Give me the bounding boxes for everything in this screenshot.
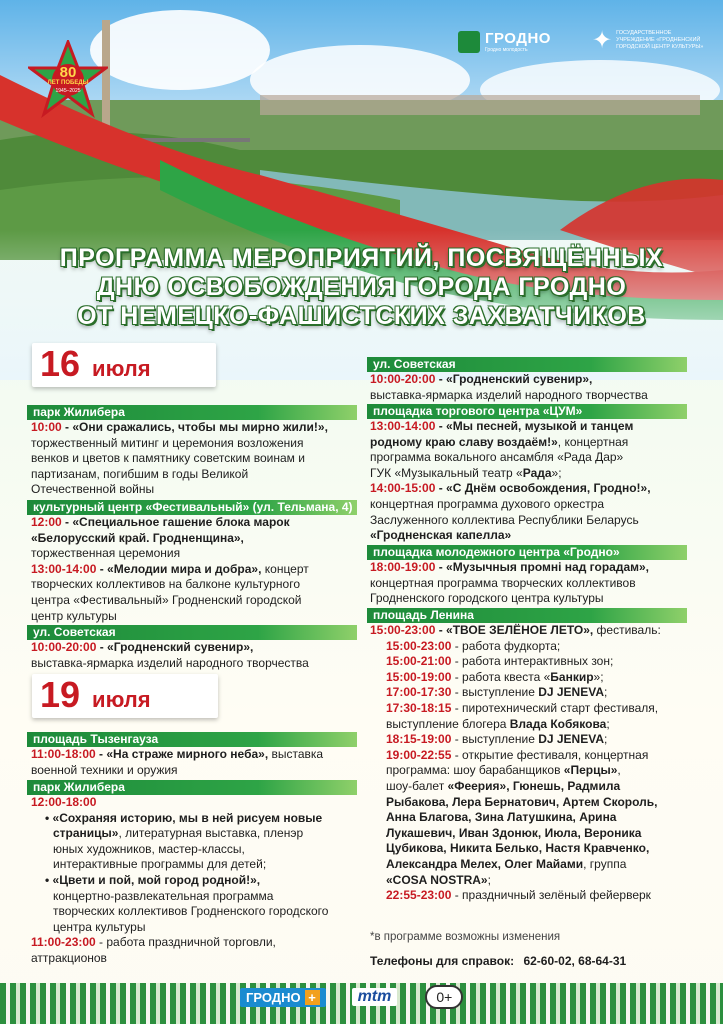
event-desc: Гродненского городского центра культуры	[370, 591, 604, 606]
time-label: 11:00-23:00	[31, 935, 96, 950]
event-desc: аттракционов	[31, 950, 107, 965]
event-desc: - праздничный зелёный фейерверк	[451, 888, 651, 903]
grodno-logo	[458, 30, 551, 53]
venue-youth-center: площадка молодежного центра «Гродно»	[367, 545, 687, 560]
event-desc: шоу-балет	[386, 778, 448, 793]
culture-center-logo	[592, 27, 708, 54]
event-desc: - выступление	[451, 732, 539, 747]
event-desc: - работа фудкорта;	[451, 638, 561, 653]
title-line-3: ОТ НЕМЕЦКО-ФАШИСТСКИХ ЗАХВАТЧИКОВ	[77, 302, 646, 330]
event-title: «Феерия», Гюнешь, Радмила	[447, 778, 621, 793]
event-desc: Заслуженного коллектива Республики Беларусь	[370, 512, 639, 527]
event-desc: творческих коллективов на балконе культурного	[31, 577, 301, 592]
performer-list: Анна Благова, Зина Латушкина, Арина	[386, 810, 617, 825]
plus-icon: +	[305, 990, 320, 1005]
event-desc: ;	[487, 872, 491, 887]
event-title: - «Специальное гашение блока марок	[61, 515, 290, 529]
event-title: «Перцы»	[563, 763, 618, 778]
event-title: - «Они сражались, чтобы мы мирно жили!»,	[61, 420, 328, 434]
event-title: родному краю славу воздаём!»	[370, 434, 558, 449]
badge-text: ЛЕТ ПОБЕДЫ	[47, 80, 89, 86]
event-block-tyzenhauz	[31, 747, 323, 778]
event-title: - «Гродненский сувенир»,	[96, 640, 254, 654]
time-label: 14:00-15:00	[370, 481, 436, 496]
event-desc: центра «Фестивальный» Гродненский городской	[31, 592, 302, 607]
event-title: - «ТВОЕ ЗЕЛЁНОЕ ЛЕТО»,	[435, 623, 594, 637]
date-16-july	[32, 343, 216, 387]
performer-list: «COSA NOSTRA»	[386, 872, 488, 887]
event-block-youth	[370, 560, 649, 607]
event-title: DJ JENEVA	[538, 732, 605, 747]
time-label: 15:00-23:00	[386, 638, 452, 653]
event-desc: , концертная	[557, 434, 629, 449]
event-desc: венков и цветов к памятнику советским воинам и	[31, 451, 305, 466]
time-label: 18:15-19:00	[386, 732, 452, 747]
event-block-sovetskaya-left	[31, 640, 309, 671]
event-desc: военной техники и оружия	[31, 762, 178, 777]
event-desc: , литературная выставка, пленэр	[118, 826, 304, 841]
culture-center-text: ГОСУДАРСТВЕННОЕ УЧРЕЖДЕНИЕ «ГРОДНЕНСКИЙ ГОРОДСКОЙ ЦЕНТР КУЛЬТУРЫ»	[616, 30, 704, 50]
time-label: 10:00	[31, 420, 62, 434]
phones-line	[370, 954, 626, 970]
event-desc: - работа интерактивных зон;	[451, 654, 614, 669]
event-desc: выступление блогера	[386, 716, 510, 731]
time-label: 15:00-19:00	[386, 669, 452, 684]
badge-years: 80	[59, 64, 77, 81]
event-title: - «Музычныя промні над горадам»,	[435, 560, 650, 574]
event-desc: - работа праздничной торговли,	[95, 935, 276, 950]
event-desc: - выступление	[451, 685, 539, 700]
time-label: 22:55-23:00	[386, 888, 452, 903]
time-label: 12:00-18:00	[31, 795, 97, 809]
time-label: 12:00	[31, 515, 62, 529]
event-title: Влада Кобякова	[509, 716, 607, 731]
victory-80-badge	[28, 40, 108, 118]
time-label: 18:00-19:00	[370, 560, 436, 574]
badge-dates: 1945–2025	[55, 88, 81, 94]
event-title: - «Мелодии мира и добра»,	[96, 561, 262, 576]
venue-sovetskaya-right: ул. Советская	[367, 357, 687, 372]
event-block-lenin	[370, 623, 661, 904]
date-16-number: 16	[40, 343, 81, 384]
event-desc: ;	[604, 685, 608, 700]
performer-list: Рыбакова, Лера Бернатович, Артем Скороль,	[386, 794, 658, 809]
time-label: 10:00-20:00	[31, 640, 97, 654]
time-label: 17:00-17:30	[386, 685, 452, 700]
footer-grodno-logo	[240, 988, 326, 1007]
event-title: «Белорусский край. Гродненщина»,	[31, 530, 244, 545]
date-19-month: июля	[92, 687, 151, 712]
phones-label: Телефоны для справок:	[370, 954, 515, 968]
event-desc: фестиваль:	[593, 623, 661, 637]
time-label: 13:00-14:00	[31, 561, 97, 576]
time-label: 13:00-14:00	[370, 419, 436, 433]
deer-icon: ✦	[592, 27, 613, 54]
event-desc: ,	[617, 763, 621, 778]
event-title: страницы»	[53, 826, 119, 841]
event-desc: »;	[593, 669, 604, 684]
event-block-sovetskaya-right	[370, 372, 648, 403]
event-desc: концерт	[261, 561, 309, 576]
event-desc: творческих коллективов Гродненского городского	[53, 904, 329, 919]
time-label: 19:00-22:55	[386, 747, 452, 762]
event-title: - «Мы песней, музыкой и танцем	[435, 419, 634, 433]
event-title: DJ JENEVA	[538, 685, 605, 700]
phones-numbers: 62-60-02, 68-64-31	[523, 954, 627, 968]
performer-list: Александра Мелех, Олег Майами	[386, 856, 584, 871]
event-desc: интерактивные программы для детей;	[53, 857, 267, 872]
event-title: - «Гродненский сувенир»,	[435, 372, 593, 386]
schedule-change-note: *в программе возможны изменения	[370, 931, 561, 943]
event-desc: центр культуры	[31, 608, 117, 623]
venue-tyzenhauz-square: площадь Тызенгауза	[27, 732, 357, 747]
event-desc: »;	[551, 465, 562, 480]
event-desc: ГУК «Музыкальный театр «	[370, 465, 523, 480]
time-label: 17:30-18:15	[386, 700, 452, 715]
event-desc: - пиротехнический старт фестиваля,	[451, 700, 659, 715]
time-label: 15:00-21:00	[386, 654, 452, 669]
event-title: «Гродненская капелла»	[370, 528, 512, 543]
event-title: Рада	[522, 465, 552, 480]
time-label: 11:00-18:00	[31, 747, 96, 761]
title-line-2: ДНЮ ОСВОБОЖДЕНИЯ ГОРОДА ГРОДНО	[96, 273, 627, 301]
event-desc: программа вокального ансамбля «Рада Дар»	[370, 450, 624, 465]
performer-list: Лукашевич, Иван Здонюк, Июла, Вероника	[386, 825, 642, 840]
venue-park-zhilibera-2: парк Жилибера	[27, 780, 357, 795]
event-title: - «На страже мирного неба»,	[95, 747, 269, 761]
event-desc: программа: шоу барабанщиков	[386, 763, 564, 778]
event-desc: юных художников, мастер-классы,	[53, 841, 245, 856]
footer-grodno-text: ГРОДНО	[246, 989, 301, 1005]
event-title: Банкир	[550, 669, 594, 684]
event-desc: концертная программа духового оркестра	[370, 496, 605, 511]
event-block-zhilibera-1	[31, 420, 328, 498]
event-block-zhilibera-2	[31, 795, 328, 967]
event-title: • «Цвети и пой, мой город родной!»,	[45, 872, 261, 887]
event-desc: концертная программа творческих коллективов	[370, 575, 636, 590]
grodno-logo-text: ГРОДНО	[485, 30, 551, 47]
venue-park-zhilibera-1: парк Жилибера	[27, 405, 357, 420]
event-desc: выставка-ярмарка изделий народного творчества	[31, 655, 309, 670]
event-desc: концертно-развлекательная программа	[53, 888, 274, 903]
event-block-tsum	[370, 419, 651, 544]
event-desc: партизанам, погибшим в годы Великой	[31, 466, 249, 481]
event-desc: выставка	[268, 747, 324, 761]
event-desc: ;	[606, 716, 610, 731]
event-desc: торжественная церемония	[31, 546, 181, 561]
age-rating-badge: 0+	[425, 985, 463, 1009]
event-desc: Отечественной войны	[31, 482, 155, 497]
performer-list: Цубикова, Никита Белько, Настя Кравченко,	[386, 841, 650, 856]
time-label: 10:00-20:00	[370, 372, 436, 386]
event-desc: выставка-ярмарка изделий народного творчества	[370, 387, 648, 402]
event-desc: торжественный митинг и церемония возложения	[31, 435, 304, 450]
grodno-logo-sub: Гродно молодость	[485, 47, 528, 53]
event-title: - «С Днём освобождения, Гродно!»,	[435, 481, 651, 496]
event-desc: - открытие фестиваля, концертная	[451, 747, 649, 762]
date-16-month: июля	[92, 356, 151, 381]
event-block-festival	[31, 515, 309, 624]
venue-festival-center: культурный центр «Фестивальный» (ул. Тельмана, 4)	[27, 500, 357, 515]
venue-sovetskaya-left: ул. Советская	[27, 625, 357, 640]
venue-lenin-square: площадь Ленина	[367, 608, 687, 623]
date-19-july	[32, 674, 218, 718]
event-desc: ;	[604, 732, 608, 747]
title-line-1: ПРОГРАММА МЕРОПРИЯТИЙ, ПОСВЯЩЁННЫХ	[59, 244, 664, 272]
event-desc: - работа квеста «	[451, 669, 551, 684]
footer-logos	[240, 985, 463, 1009]
footer-mtm-logo: mtm	[352, 988, 398, 1006]
venue-tsum: площадка торгового центра «ЦУМ»	[367, 404, 687, 419]
grodno-logo-icon	[458, 31, 480, 53]
event-desc: центра культуры	[53, 919, 146, 934]
time-label: 15:00-23:00	[370, 623, 436, 637]
date-19-number: 19	[40, 674, 81, 715]
event-title: • «Сохраняя историю, мы в ней рисуем новые	[45, 810, 323, 825]
event-desc: , группа	[583, 856, 627, 871]
